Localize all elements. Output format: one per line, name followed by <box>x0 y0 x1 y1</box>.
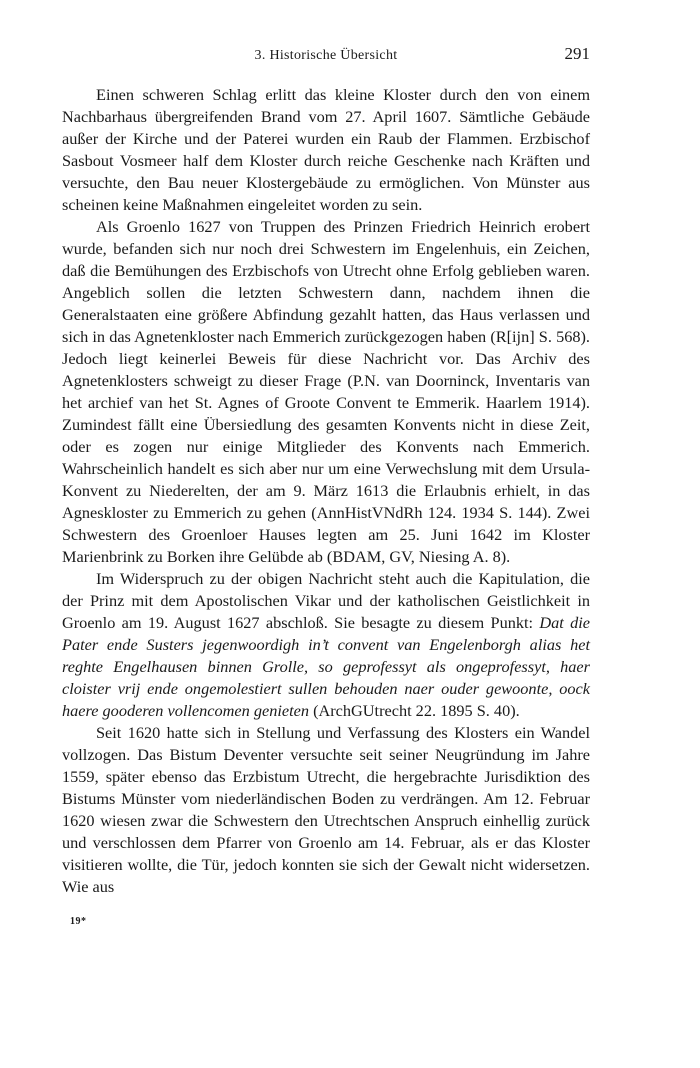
running-head <box>62 40 590 70</box>
printer-signature: 19* <box>70 916 87 927</box>
paragraph-fire: Einen schweren Schlag erlitt das kleine Kloster durch den von einem Nachbarhaus übergreifenden Brand vom 27. April 1607. Sämtliche Gebäude außer der Kirche und der Paterei wurden ein Raub der Flammen. Erzbischof Sasbout Vosmeer half dem Kloster durch reiche Geschenke nach Kräften und versuchte, den Bau neuer Klostergebäude zu ermöglichen. Von Münster aus scheinen keine Maßnahmen eingeleitet worden zu sein. <box>62 85 590 214</box>
running-title: 3. Historische Übersicht <box>254 48 398 63</box>
capitulation-citation: (ArchGUtrecht 22. 1895 S. 40). <box>309 701 520 720</box>
book-page <box>62 40 590 927</box>
capitulation-text-before: Im Widerspruch zu der obigen Nachricht steht auch die Kapitulation, die der Prinz mit dem Apostolischen Vikar und der katholischen Geistlichkeit in Groenlo am 19. August 1627 abschloß. Sie besagte zu diesem Punkt: <box>62 569 590 632</box>
paragraph-capitulation <box>62 568 590 722</box>
capitulation-quote: Dat die Pater ende Susters jegenwoordigh in’t convent van Engelenborgh alias het reghte Engelhausen binnen Grolle, so geprofessyt als ongeprofessyt, haer cloister vrij ende ongemolestiert sullen behouden naer ouder gewoonte, oock haere gooderen vollencomen genieten <box>62 613 590 720</box>
paragraph-jurisdiction: Seit 1620 hatte sich in Stellung und Verfassung des Klosters ein Wandel vollzogen. Das Bistum Deventer versuchte seit seiner Neugründung im Jahre 1559, später ebenso das Erzbistum Utrecht, die hergebrachte Jurisdiktion des Bistums Münster vom niederländischen Boden zu verdrängen. Am 12. Februar 1620 wiesen zwar die Schwestern den Utrechtschen Anspruch einhellig zurück und verschlossen dem Pfarrer von Groenlo am 14. Februar, als er das Kloster visitieren wollte, die Tür, jedoch konnten sie sich der Gewalt nicht widersetzen. Wie aus <box>62 723 590 896</box>
paragraph-conquest: Als Groenlo 1627 von Truppen des Prinzen Friedrich Heinrich erobert wurde, befanden sich nur noch drei Schwestern im Engelenhuis, ein Zeichen, daß die Bemühungen des Erzbischofs von Utrecht ohne Erfolg geblieben waren. Angeblich sollen die letzten Schwestern dann, nachdem ihnen die Generalstaaten eine größere Abfindung gezahlt hatten, das Haus verlassen und sich in das Agnetenkloster nach Emmerich zurückgezogen haben (R[ijn] S. 568). Jedoch liegt keinerlei Beweis für diese Nachricht vor. Das Archiv des Agnetenklosters schweigt zu dieser Frage (P.N. van Doorninck, Inventaris van het archief van het St. Agnes of Groote Convent te Emmerik. Haarlem 1914). Zumindest fällt eine Übersiedlung des gesamten Konvents nicht in diese Zeit, oder es zogen nur einige Mitglieder des Konvents nach Emmerich. Wahrscheinlich handelt es sich aber nur um eine Verwechslung mit dem Ursula-Konvent zu Niederelten, der am 9. März 1613 die Erlaubnis erhielt, in das Agneskloster zu Emmerich zu gehen (AnnHistVNdRh 124. 1934 S. 144). Zwei Schwestern des Groenloer Hauses legten am 25. Juni 1642 im Kloster Marienbrink zu Borken ihre Gelübde ab (BDAM, GV, Niesing A. 8). <box>62 217 590 566</box>
body-text <box>62 84 590 898</box>
page-number: 291 <box>564 44 590 63</box>
